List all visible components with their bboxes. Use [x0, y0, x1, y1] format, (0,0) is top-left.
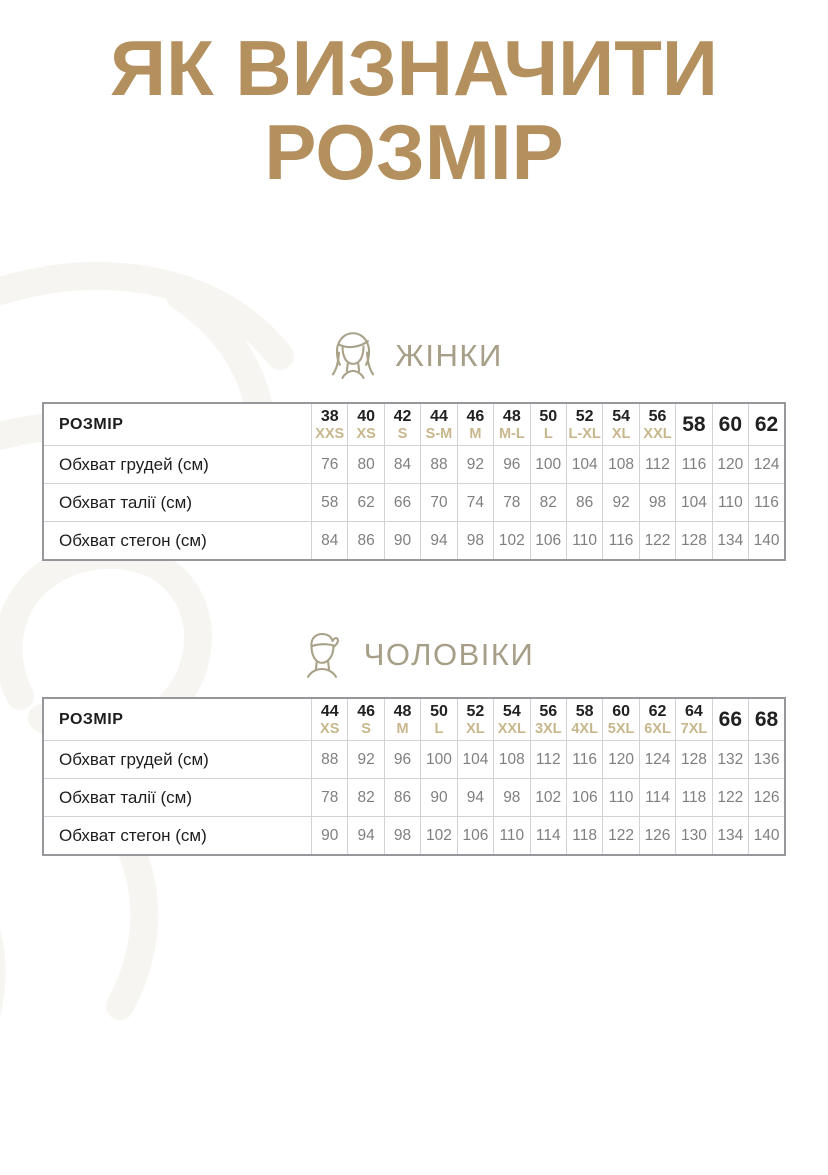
measurement-value: 100: [421, 741, 457, 779]
size-header-row: [43, 698, 785, 741]
measurement-value: 124: [749, 446, 785, 484]
size-number: 40: [357, 407, 376, 425]
size-letter: L: [434, 720, 444, 737]
measurement-value: 76: [312, 446, 348, 484]
size-column-header: [712, 403, 748, 446]
measurement-value: 126: [749, 779, 785, 817]
measurement-value: 120: [603, 741, 639, 779]
size-number: 44: [320, 702, 339, 720]
measurement-label: Обхват стегон (см): [43, 817, 312, 856]
size-number: 38: [320, 407, 339, 425]
size-number: 68: [754, 708, 779, 732]
measurement-value: 90: [384, 522, 420, 561]
page-title-line2: РОЗМІР: [264, 108, 564, 197]
size-column-header: [639, 403, 675, 446]
measurement-value: 124: [639, 741, 675, 779]
measurement-value: 122: [603, 817, 639, 856]
size-number: 60: [718, 413, 743, 437]
size-letter: XL: [611, 425, 631, 442]
size-column-header: [494, 698, 530, 741]
size-letter: L: [543, 425, 553, 442]
woman-icon: [325, 328, 381, 384]
measurement-value: 70: [421, 484, 457, 522]
measurement-label: Обхват талії (см): [43, 484, 312, 522]
size-letter: 4XL: [571, 720, 598, 737]
measurement-value: 62: [348, 484, 384, 522]
size-column-header: [566, 403, 602, 446]
measurement-value: 88: [421, 446, 457, 484]
measurement-value: 140: [749, 817, 785, 856]
measurement-value: 98: [457, 522, 493, 561]
measurement-value: 110: [566, 522, 602, 561]
measurement-label: Обхват стегон (см): [43, 522, 312, 561]
measurement-value: 94: [421, 522, 457, 561]
size-header-row: [43, 403, 785, 446]
measurement-value: 78: [494, 484, 530, 522]
measurement-value: 112: [530, 741, 566, 779]
measurement-value: 110: [603, 779, 639, 817]
measurement-value: 106: [530, 522, 566, 561]
measurement-value: 74: [457, 484, 493, 522]
size-letter: XXL: [643, 425, 672, 442]
measurement-value: 134: [712, 817, 748, 856]
background-flourish-watermark: [0, 176, 450, 1056]
size-letter: S-M: [425, 425, 453, 442]
measurement-value: 128: [676, 741, 712, 779]
measurement-value: 86: [566, 484, 602, 522]
measurement-value: 58: [312, 484, 348, 522]
measurement-value: 96: [384, 741, 420, 779]
size-column-header: [676, 403, 712, 446]
size-number: 60: [612, 702, 630, 720]
size-number: 66: [718, 708, 743, 732]
size-number: 64: [685, 702, 703, 720]
measurement-value: 130: [676, 817, 712, 856]
size-column-header: [749, 403, 785, 446]
size-column-header: [494, 403, 530, 446]
size-column-header: [712, 698, 748, 741]
measurement-label: Обхват грудей (см): [43, 446, 312, 484]
size-column-header: [421, 698, 457, 741]
measurement-row: [43, 779, 785, 817]
measurement-value: 90: [312, 817, 348, 856]
size-number: 52: [466, 702, 485, 720]
size-number: 46: [466, 407, 485, 425]
measurement-value: 118: [676, 779, 712, 817]
measurement-value: 98: [494, 779, 530, 817]
size-column-header: [421, 403, 457, 446]
measurement-value: 104: [566, 446, 602, 484]
measurement-row: [43, 484, 785, 522]
men-section-title: ЧОЛОВІКИ: [363, 637, 535, 673]
measurement-value: 122: [712, 779, 748, 817]
measurement-value: 116: [676, 446, 712, 484]
measurement-value: 84: [384, 446, 420, 484]
measurement-label: Обхват грудей (см): [43, 741, 312, 779]
size-column-header: [566, 698, 602, 741]
size-letter: XXL: [497, 720, 526, 737]
measurement-value: 134: [712, 522, 748, 561]
women-size-table-container: [0, 402, 828, 561]
measurement-value: 98: [639, 484, 675, 522]
measurement-value: 132: [712, 741, 748, 779]
size-column-header: [384, 698, 420, 741]
size-letter: 7XL: [680, 720, 708, 737]
size-number: 42: [393, 407, 412, 425]
measurement-value: 106: [457, 817, 493, 856]
size-guide-poster: [0, 26, 828, 1175]
size-letter: M: [396, 720, 409, 737]
measurement-value: 108: [603, 446, 639, 484]
measurement-row: [43, 817, 785, 856]
measurement-value: 82: [348, 779, 384, 817]
measurement-value: 120: [712, 446, 748, 484]
size-letter: XS: [320, 720, 340, 737]
measurement-row: [43, 446, 785, 484]
measurement-value: 122: [639, 522, 675, 561]
measurement-row: [43, 741, 785, 779]
women-section-heading: [0, 328, 828, 384]
size-letter: XL: [466, 720, 485, 737]
size-column-header: [312, 698, 348, 741]
size-letter: XXS: [315, 425, 345, 442]
measurement-value: 106: [566, 779, 602, 817]
size-column-header: [530, 698, 566, 741]
size-letter: S: [397, 425, 408, 442]
size-number: 50: [430, 702, 448, 720]
women-section-title: ЖІНКИ: [395, 338, 503, 374]
size-number: 52: [575, 407, 594, 425]
measurement-value: 102: [421, 817, 457, 856]
size-letter: M: [469, 425, 482, 442]
measurement-value: 98: [384, 817, 420, 856]
size-column-header: [639, 698, 675, 741]
size-number: 48: [393, 702, 412, 720]
size-letter: 3XL: [534, 720, 562, 737]
measurement-value: 66: [384, 484, 420, 522]
size-number: 50: [539, 407, 558, 425]
size-column-header: [312, 403, 348, 446]
women-size-table: [42, 402, 786, 561]
measurement-value: 104: [457, 741, 493, 779]
measurement-value: 116: [566, 741, 602, 779]
measurement-value: 104: [676, 484, 712, 522]
size-column-header: [348, 698, 384, 741]
men-section-heading: [0, 627, 828, 683]
size-number: 62: [754, 413, 779, 437]
size-letter: S: [361, 720, 371, 737]
measurement-value: 116: [603, 522, 639, 561]
measurement-value: 88: [312, 741, 348, 779]
measurement-value: 82: [530, 484, 566, 522]
size-letter: XS: [356, 425, 376, 442]
measurement-value: 108: [494, 741, 530, 779]
page-title: [18, 24, 810, 197]
measurement-value: 110: [494, 817, 530, 856]
size-letter: 5XL: [607, 720, 635, 737]
measurement-value: 140: [749, 522, 785, 561]
measurement-value: 92: [457, 446, 493, 484]
size-number: 56: [539, 702, 558, 720]
measurement-value: 84: [312, 522, 348, 561]
size-corner-label: РОЗМІР: [43, 403, 312, 446]
measurement-value: 114: [530, 817, 566, 856]
measurement-value: 78: [312, 779, 348, 817]
size-column-header: [603, 698, 639, 741]
measurement-value: 94: [457, 779, 493, 817]
page-title-line1: ЯК ВИЗНАЧИТИ: [110, 24, 718, 112]
measurement-value: 100: [530, 446, 566, 484]
man-icon: [294, 627, 350, 683]
size-number: 46: [357, 702, 376, 720]
size-number: 54: [502, 702, 521, 720]
men-size-table: [42, 697, 786, 856]
size-number: 44: [430, 407, 448, 425]
size-column-header: [530, 403, 566, 446]
measurement-value: 102: [530, 779, 566, 817]
size-number: 54: [612, 407, 630, 425]
men-size-table-container: [0, 697, 828, 856]
size-letter: L-XL: [568, 425, 601, 442]
measurement-value: 102: [494, 522, 530, 561]
measurement-value: 90: [421, 779, 457, 817]
measurement-value: 86: [384, 779, 420, 817]
measurement-label: Обхват талії (см): [43, 779, 312, 817]
size-column-header: [457, 698, 493, 741]
size-column-header: [749, 698, 785, 741]
measurement-value: 110: [712, 484, 748, 522]
size-column-header: [384, 403, 420, 446]
measurement-value: 80: [348, 446, 384, 484]
measurement-row: [43, 522, 785, 561]
size-letter: 6XL: [644, 720, 671, 737]
measurement-value: 96: [494, 446, 530, 484]
measurement-value: 136: [749, 741, 785, 779]
measurement-value: 92: [348, 741, 384, 779]
measurement-value: 92: [603, 484, 639, 522]
size-letter: M-L: [498, 425, 525, 442]
size-number: 62: [648, 702, 667, 720]
measurement-value: 86: [348, 522, 384, 561]
measurement-value: 126: [639, 817, 675, 856]
size-number: 58: [682, 413, 706, 437]
measurement-value: 116: [749, 484, 785, 522]
size-column-header: [457, 403, 493, 446]
size-column-header: [348, 403, 384, 446]
measurement-value: 118: [566, 817, 602, 856]
measurement-value: 128: [676, 522, 712, 561]
size-number: 58: [575, 702, 594, 720]
measurement-value: 114: [639, 779, 675, 817]
size-number: 48: [502, 407, 521, 425]
size-column-header: [603, 403, 639, 446]
size-number: 56: [648, 407, 667, 425]
size-column-header: [676, 698, 712, 741]
measurement-value: 94: [348, 817, 384, 856]
size-corner-label: РОЗМІР: [43, 698, 312, 741]
measurement-value: 112: [639, 446, 675, 484]
